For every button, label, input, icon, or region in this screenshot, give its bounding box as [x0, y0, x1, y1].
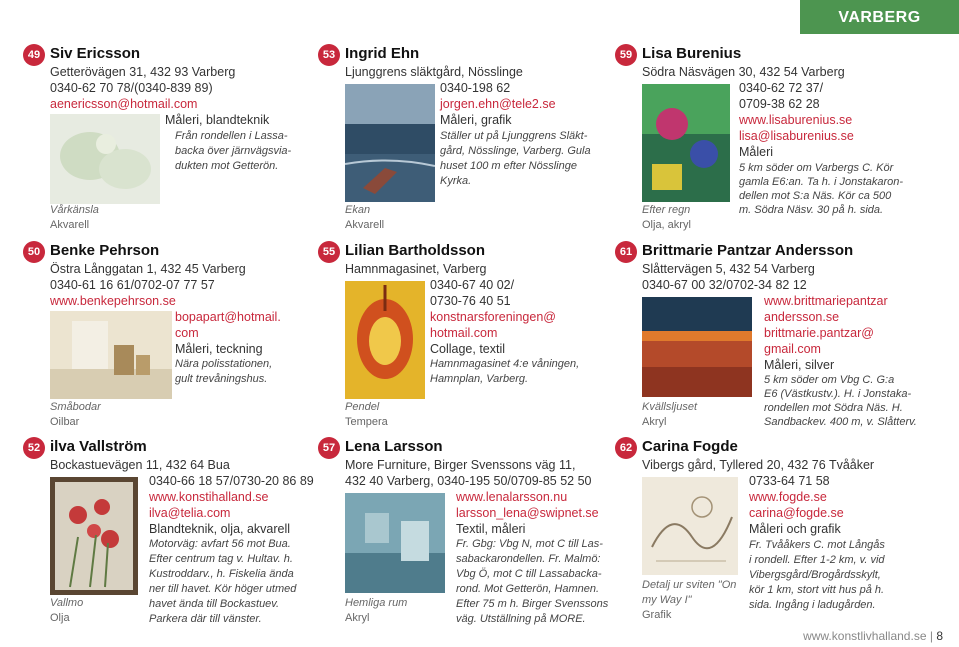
email-link[interactable]: ilva@telia.com [149, 506, 231, 520]
email-link[interactable]: brittmarie.pantzar@ [764, 326, 874, 340]
artist-entry-50 [23, 241, 318, 431]
email-link[interactable]: aenericsson@hotmail.com [50, 97, 198, 111]
entry-number-badge: 62 [615, 437, 637, 459]
directions: dellen mot S:a Näs. Kör ca 500 [739, 190, 892, 202]
directions: Hamnplan, Varberg. [430, 373, 529, 385]
artwork-image [345, 84, 435, 202]
artist-entry-59 [615, 44, 910, 234]
artwork-title: Vårkänsla [50, 204, 99, 216]
directions: ner till havet. Kör höger utmed [149, 583, 297, 595]
website-link[interactable]: andersson.se [764, 310, 840, 324]
artist-entry-52 [23, 437, 318, 627]
artwork-image [642, 84, 730, 202]
entry-number-badge: 57 [318, 437, 340, 459]
technique: Måleri och grafik [749, 522, 841, 536]
directions: Vibergsgård/Brogårdsskylt, [749, 569, 881, 581]
artwork-image [345, 281, 425, 399]
directions: Fr. Tvååkers C. mot Långås [749, 539, 885, 551]
artist-name: Lilian Bartholdsson [345, 242, 486, 259]
artist-entry-55 [318, 241, 613, 431]
page-footer [803, 629, 943, 643]
artist-name: Carina Fogde [642, 438, 738, 455]
page-number: 8 [936, 629, 943, 643]
artwork-caption [642, 400, 697, 430]
phone: 0340-62 72 37/ [739, 81, 824, 95]
artist-name: Lisa Burenius [642, 45, 742, 62]
artist-entry-49 [23, 44, 318, 234]
artwork-image [50, 311, 172, 399]
artwork-medium: Akryl [642, 416, 667, 428]
artwork-title: Vallmo [50, 597, 84, 609]
directions: Parkera där till vänster. [149, 613, 262, 625]
technique: Måleri, blandteknik [165, 113, 270, 127]
directions: rondellen mot Södra Näs. H. [764, 402, 903, 414]
directions: gård, Nösslinge, Varberg. Gula [440, 145, 591, 157]
technique: Collage, textil [430, 342, 506, 356]
technique: Måleri, silver [764, 358, 835, 372]
address: Södra Näsvägen 30, 432 54 Varberg [642, 65, 845, 79]
directions: sida. Ingång i ladugården. [749, 599, 876, 611]
website-link[interactable]: www.konstihalland.se [149, 490, 269, 504]
artwork-medium: Olja, akryl [642, 219, 691, 231]
artist-name: ilva Vallström [50, 438, 147, 455]
email-link[interactable]: lisa@lisaburenius.se [739, 129, 854, 143]
directions: Sandbackev. 400 m, v. Slåtterv. [764, 416, 917, 428]
technique: Måleri [739, 145, 774, 159]
address: Bockastuevägen 11, 432 64 Bua [50, 458, 230, 472]
directions: Nära polisstationen, [175, 358, 273, 370]
directions: sabackarondellen. Fr. Malmö: [456, 553, 601, 565]
artwork-medium: Tempera [345, 416, 388, 428]
phone: 0340-67 00 32/0702-34 82 12 [642, 278, 807, 292]
artwork-title: Hemliga rum [345, 597, 408, 609]
artist-name: Ingrid Ehn [345, 45, 420, 62]
phone: 0709-38 62 28 [739, 97, 820, 111]
artwork-caption [642, 203, 691, 233]
artwork-medium: Oilbar [50, 416, 80, 428]
artwork-title: Efter regn [642, 204, 691, 216]
phone: 0340-62 70 78/(0340-839 89) [50, 81, 213, 95]
entry-number-badge: 55 [318, 241, 340, 263]
artist-entry-57 [318, 437, 613, 627]
email-link[interactable]: jorgen.ehn@tele2.se [440, 97, 556, 111]
address: Vibergs gård, Tyllered 20, 432 76 Tvååker [642, 458, 875, 472]
artwork-title: Pendel [345, 401, 380, 413]
artwork-title: Ekan [345, 204, 371, 216]
artwork-medium: Akvarell [50, 219, 90, 231]
footer-separator: | [929, 629, 933, 643]
artwork-caption [50, 400, 101, 430]
directions: Fr. Gbg: Vbg N, mot C till Las- [456, 538, 603, 550]
artwork-caption [642, 578, 742, 623]
artwork-image [642, 297, 752, 397]
phone: 0730-76 40 51 [430, 294, 511, 308]
directions: dukten mot Getterön. [175, 160, 279, 172]
artwork-title: Detalj ur sviten "On my Way I" [642, 579, 737, 606]
artist-name: Brittmarie Pantzar Andersson [642, 242, 854, 259]
email-link[interactable]: larsson_lena@swipnet.se [456, 506, 599, 520]
address-phone: 432 40 Varberg, 0340-195 50/0709-85 52 50 [345, 474, 592, 488]
artist-name: Siv Ericsson [50, 45, 141, 62]
website-link[interactable]: www.benkepehrson.se [50, 294, 176, 308]
website-link[interactable]: www.fogde.se [749, 490, 827, 504]
directions: i rondell. Efter 1-2 km, v. vid [749, 554, 885, 566]
directions: Efter 75 m h. Birger Svenssons [456, 598, 609, 610]
artwork-image [345, 493, 445, 593]
website-link[interactable]: www.brittmariepantzar [764, 294, 888, 308]
entry-number-badge: 49 [23, 44, 45, 66]
directions: Kustroddarv., h. Fiskelia ända [149, 568, 294, 580]
artwork-image [642, 477, 738, 575]
entry-number-badge: 53 [318, 44, 340, 66]
address: More Furniture, Birger Svenssons väg 11, [345, 458, 576, 472]
address: Östra Långgatan 1, 432 45 Varberg [50, 262, 246, 276]
website-link[interactable]: www.lisaburenius.se [739, 113, 853, 127]
technique: Måleri, grafik [440, 113, 512, 127]
directions: 5 km söder om Vbg C. G:a [764, 374, 895, 386]
directions: kör 1 km, stort vitt hus på h. [749, 584, 885, 596]
artist-entry-62 [615, 437, 910, 627]
artwork-caption [50, 203, 99, 233]
directions: gamla E6:an. Ta h. i Jonstakaron- [739, 176, 904, 188]
directions: Vbg Ö, mot C till Lassabacka- [456, 568, 602, 580]
artist-name: Lena Larsson [345, 438, 443, 455]
artwork-image [50, 477, 138, 595]
entry-number-badge: 50 [23, 241, 45, 263]
address: Getterövägen 31, 432 93 Varberg [50, 65, 236, 79]
artwork-caption [50, 596, 83, 626]
directions: Kyrka. [440, 175, 472, 187]
phone: 0340-66 18 57/0730-20 86 89 [149, 474, 314, 488]
artist-entry-53 [318, 44, 613, 234]
technique: Blandteknik, olja, akvarell [149, 522, 291, 536]
phone: 0340-67 40 02/ [430, 278, 515, 292]
artwork-caption [345, 400, 388, 430]
email-link[interactable]: bopapart@hotmail. [175, 310, 281, 324]
directions: Från rondellen i Lassa- [175, 130, 288, 142]
email-link[interactable]: konstnarsforeningen@ [430, 310, 556, 324]
artwork-medium: Grafik [642, 609, 672, 621]
entry-number-badge: 61 [615, 241, 637, 263]
artwork-medium: Olja [50, 612, 70, 624]
entry-number-badge: 59 [615, 44, 637, 66]
artwork-caption [345, 203, 384, 233]
artist-entry-61 [615, 241, 917, 431]
artwork-title: Småbodar [50, 401, 101, 413]
directions: gult trevåningshus. [175, 373, 268, 385]
phone: 0733-64 71 58 [749, 474, 830, 488]
technique: Måleri, teckning [175, 342, 263, 356]
address: Hamnmagasinet, Varberg [345, 262, 487, 276]
directions: m. Södra Näsv. 30 på h. sida. [739, 204, 884, 216]
address: Slåttervägen 5, 432 54 Varberg [642, 262, 815, 276]
address: Ljunggrens släktgård, Nösslinge [345, 65, 523, 79]
artwork-medium: Akryl [345, 612, 370, 624]
directions: huset 100 m efter Nösslinge [440, 160, 577, 172]
artwork-title: Kvällsljuset [642, 401, 698, 413]
artwork-image [50, 114, 160, 204]
directions: backa över järnvägsvia- [175, 145, 292, 157]
phone: 0340-61 16 61/0702-07 77 57 [50, 278, 215, 292]
directions: Motorväg: avfart 56 mot Bua. [149, 538, 291, 550]
email-link[interactable]: hotmail.com [430, 326, 498, 340]
email-link[interactable]: com [175, 326, 199, 340]
region-tab: VARBERG [800, 0, 959, 34]
directions: 5 km söder om Varbergs C. Kör [739, 162, 894, 174]
directions: Ställer ut på Ljunggrens Släkt- [440, 130, 588, 142]
directions: väg. Utställning på MORE. [456, 613, 586, 625]
artwork-caption [345, 596, 407, 626]
technique: Textil, måleri [456, 522, 526, 536]
directions: havet ända till Bockastuev. [149, 598, 280, 610]
website-link[interactable]: www.lenalarsson.nu [456, 490, 568, 504]
email-link[interactable]: carina@fogde.se [749, 506, 844, 520]
directions: rond. Mot Getterön, Hamnen. [456, 583, 600, 595]
footer-website-link[interactable]: www.konstlivhalland.se [803, 629, 927, 643]
directions: E6 (Västkustv.). H. i Jonstaka- [764, 388, 912, 400]
phone: 0340-198 62 [440, 81, 511, 95]
directions: Efter centrum tag v. Hultav. h. [149, 553, 293, 565]
artwork-medium: Akvarell [345, 219, 385, 231]
directions: Hamnmagasinet 4:e våningen, [430, 358, 580, 370]
entry-number-badge: 52 [23, 437, 45, 459]
email-link[interactable]: gmail.com [764, 342, 821, 356]
artist-name: Benke Pehrson [50, 242, 160, 259]
